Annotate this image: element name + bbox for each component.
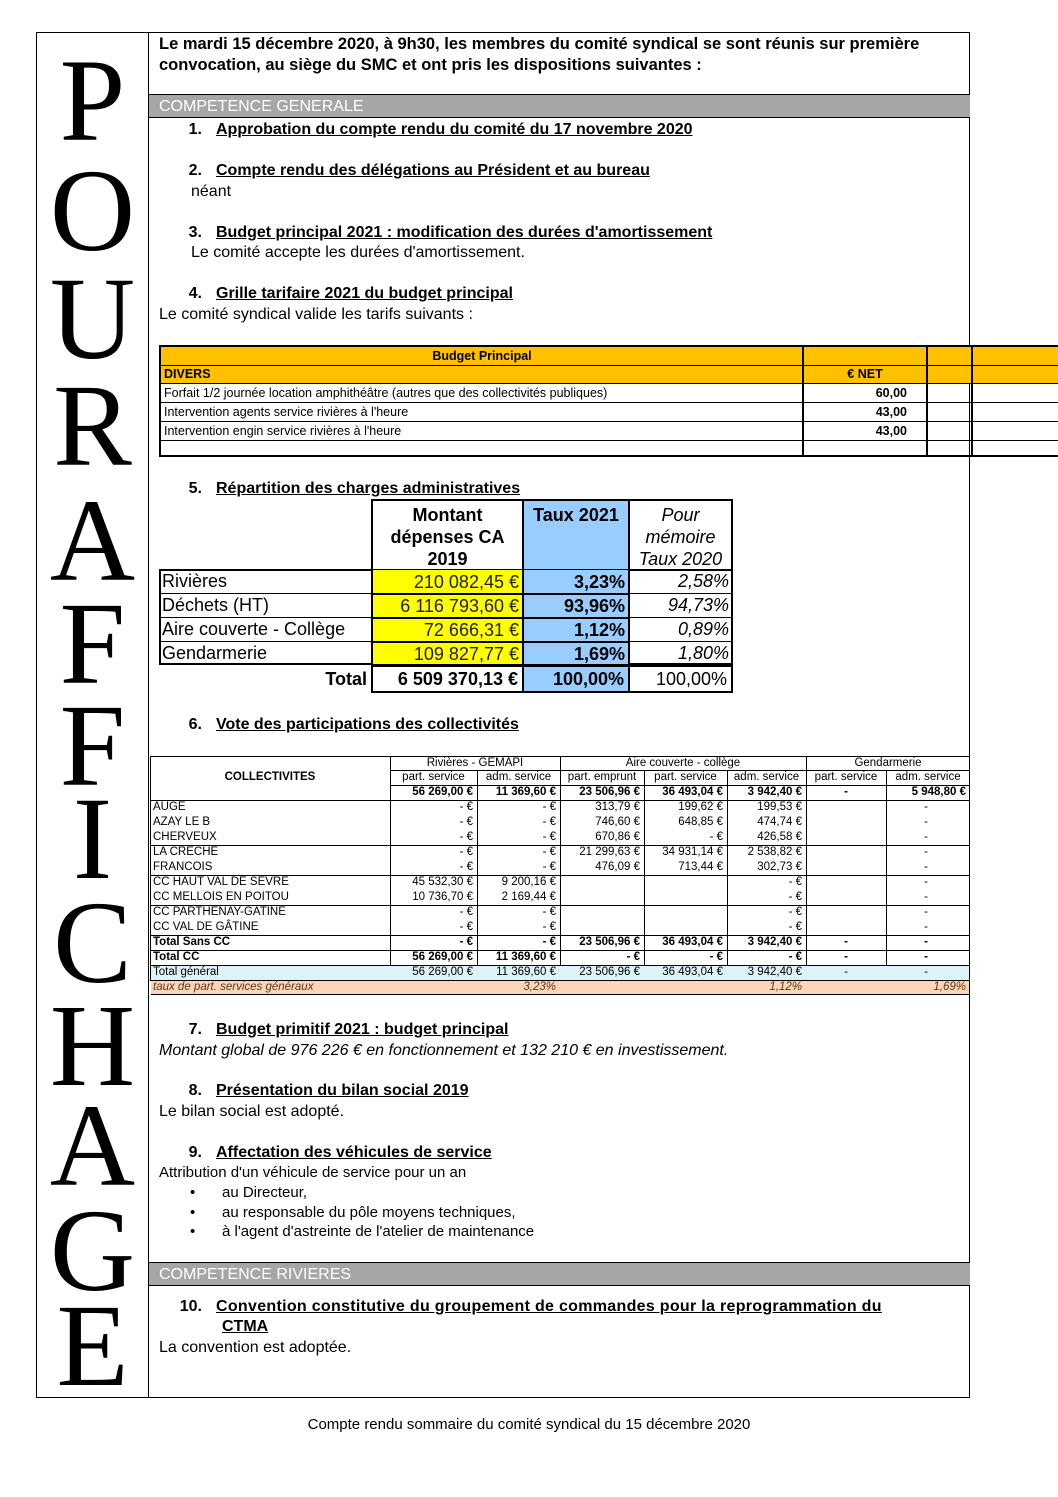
participation-value: - (844, 936, 848, 948)
participation-row (150, 845, 970, 860)
participation-value: 10 736,70 € (412, 891, 473, 903)
rep-row-montant: 6 116 793,60 € (371, 594, 524, 618)
collectivite-name: LA CRECHE (153, 846, 219, 858)
item-7-text: Montant global de 976 226 € en fonctionnement et 132 210 € en investissement. (159, 1042, 729, 1059)
collectivite-name: CC PARTHENAY-GATINE (153, 906, 286, 918)
participation-value: 474,74 € (757, 816, 802, 828)
subheader: part. service (814, 771, 878, 783)
participation-value: 11 369,60 € (496, 966, 556, 978)
rep-row-label: Aire couverte - Collège (159, 618, 373, 642)
participation-value: - € (709, 831, 723, 843)
vertical-letter: F (59, 578, 126, 709)
participation-row (150, 905, 970, 920)
rep-row-taux2020: 0,89% (628, 618, 733, 642)
item-10-heading-line2: CTMA (222, 1318, 269, 1335)
tarif-table (159, 345, 1058, 457)
participation-value: 199,53 € (757, 801, 802, 813)
participation-value: - (924, 891, 928, 903)
participation-value (806, 890, 886, 905)
totals-row: 56 269,00 € 11 369,60 € 23 506,96 € 36 493,04 € 3 942,40 € - 5 948,80 € (412, 786, 966, 798)
participation-value: - € (459, 861, 473, 873)
item-10-heading: 10. Convention constitutive du groupement de commandes pour la reprogrammation du (179, 1298, 882, 1315)
participation-value: 56 269,00 € (412, 966, 473, 978)
participation-row (150, 830, 970, 845)
tarif-row (161, 403, 1058, 422)
section-header-generale: COMPETENCE GENERALE (149, 94, 970, 118)
tarif-row-value: 60,00 (875, 386, 907, 400)
tarif-unit: € NET (847, 367, 883, 381)
participation-value: - € (459, 816, 473, 828)
participation-value (806, 815, 886, 830)
tarif-col-divider (971, 347, 973, 455)
item-4-heading: 4. Grille tarifaire 2021 du budget principal (188, 285, 513, 302)
participation-value (644, 875, 723, 890)
participation-value: - (844, 951, 848, 963)
rep-total-montant: 6 509 370,13 € (371, 665, 524, 693)
participation-value (806, 800, 886, 815)
participation-value: - (924, 906, 928, 918)
participation-value: - € (788, 951, 802, 963)
tarif-row-label: Intervention engin service rivières à l'heure (164, 424, 402, 438)
participation-value: - € (542, 831, 556, 843)
participation-value (806, 830, 886, 845)
participation-value: - € (709, 951, 723, 963)
participation-value: - € (542, 816, 556, 828)
collectivite-name: AUGE (153, 801, 186, 813)
participation-value (806, 845, 886, 860)
group-header-rivieres: Rivières - GEMAPI (426, 757, 524, 769)
participation-value: - € (788, 891, 802, 903)
section-header-rivieres: COMPETENCE RIVIERES (149, 1262, 970, 1286)
participation-value: - € (459, 846, 473, 858)
subheader: part. service (654, 771, 717, 783)
collectivite-name: Total général (153, 966, 219, 978)
rep-row-label: Gendarmerie (162, 643, 268, 663)
participation-value: - € (459, 831, 473, 843)
tarif-row-label: Forfait 1/2 journée location amphithéâtre (autres que des collectivités publiques) (164, 386, 608, 400)
participation-row (150, 860, 970, 875)
vertical-letter: E (56, 1280, 129, 1411)
participation-value: - € (626, 951, 640, 963)
tarif-header-row (161, 366, 1058, 384)
participation-value: - € (542, 801, 556, 813)
vertical-letter: A (49, 475, 136, 606)
group-header-aire: Aire couverte - collège (625, 757, 741, 769)
participation-value: 23 506,96 € (579, 966, 640, 978)
collectivite-name: CC HAUT VAL DE SEVRE (153, 876, 289, 888)
participation-value: - (924, 966, 928, 978)
participation-value (644, 920, 723, 935)
tarif-row (161, 422, 1058, 441)
tarif-col-divider (926, 347, 928, 455)
participation-row (150, 875, 970, 890)
participation-value: 11 369,60 € (495, 951, 556, 963)
participation-value: - € (788, 921, 802, 933)
rep-total-label: Total (325, 669, 367, 689)
item-8-heading: 8. Présentation du bilan social 2019 (188, 1082, 469, 1099)
collectivite-name: CC VAL DE GÂTINE (153, 921, 259, 933)
participation-value: - € (542, 861, 556, 873)
item-3-heading: 3. Budget principal 2021 : modification des durées d'amortissement (188, 224, 713, 241)
rep-row-label: Déchets (HT) (159, 594, 373, 618)
tarif-title-row (161, 347, 1058, 366)
vertical-letter: A (49, 1080, 136, 1211)
participation-value (806, 920, 886, 935)
participation-value (806, 860, 886, 875)
item-3-text: Le comité accepte les durées d'amortissement. (191, 244, 525, 261)
participation-value (806, 875, 886, 890)
participation-value: - € (542, 936, 556, 948)
participation-value: 2 538,82 € (747, 846, 802, 858)
rep-header-montant: Montant dépenses CA 2019 (371, 499, 524, 571)
participation-value: 23 506,96 € (579, 936, 640, 948)
item-6-heading: 6. Vote des participations des collectivités (188, 716, 519, 733)
rep-row-montant: 109 827,77 € (371, 642, 524, 665)
item-10-text: La convention est adoptée. (159, 1339, 352, 1356)
participation-value: 713,44 € (678, 861, 723, 873)
collectivites-header: COLLECTIVITES (224, 771, 316, 783)
rep-row-taux2021: 93,96% (522, 594, 630, 618)
rep-row-taux2021: 1,69% (522, 642, 630, 665)
participation-value: - € (788, 906, 802, 918)
participation-value (560, 905, 640, 920)
participation-row (150, 800, 970, 815)
subheader: adm. service (895, 771, 961, 783)
participation-value: 45 532,30 € (412, 876, 473, 888)
collectivite-name: Total Sans CC (153, 936, 231, 948)
vertical-letter: P (59, 35, 126, 166)
participation-value: 313,79 € (595, 801, 640, 813)
participation-value: - (924, 921, 928, 933)
participation-value: - € (459, 921, 473, 933)
participation-value: 3 942,40 € (747, 966, 802, 978)
participation-value (644, 890, 723, 905)
participation-row (150, 920, 970, 935)
collectivite-name: FRANCOIS (153, 861, 213, 873)
vertical-letter: O (49, 145, 136, 276)
subheader: adm. service (485, 771, 552, 783)
bullet-item: • au Directeur, (190, 1184, 308, 1201)
participation-value: - € (542, 921, 556, 933)
tarif-header-label: DIVERS (164, 367, 211, 381)
participation-value: - € (459, 936, 473, 948)
taux-row-label: taux de part. services généraux (153, 981, 314, 993)
item-5-heading: 5. Répartition des charges administratives (188, 480, 521, 497)
item-2-heading: 2. Compte rendu des délégations au Président et au bureau (188, 162, 650, 179)
participation-value: 199,62 € (678, 801, 723, 813)
participation-value: 426,58 € (757, 831, 802, 843)
item-1-heading: 1. Approbation du compte rendu du comité du 17 novembre 2020 (188, 121, 693, 138)
rep-row-taux2021: 1,12% (522, 618, 630, 642)
bullet-item: • à l'agent d'astreinte de l'atelier de maintenance (190, 1223, 535, 1240)
participation-row (150, 935, 970, 950)
rep-header-taux2021: Taux 2021 (522, 499, 630, 571)
item-7-heading: 7. Budget primitif 2021 : budget principal (188, 1021, 509, 1038)
tarif-row (161, 384, 1058, 403)
tarif-row-label: Intervention agents service rivières à l'heure (164, 405, 409, 419)
vertical-letter: G (49, 1185, 136, 1316)
subheader: part. service (402, 771, 465, 783)
collectivite-name: AZAY LE B (153, 816, 211, 828)
item-9-text: Attribution d'un véhicule de service pour un an (159, 1164, 467, 1181)
page-footer: Compte rendu sommaire du comité syndical du 15 décembre 2020 (307, 1416, 751, 1433)
tarif-title: Budget Principal (432, 349, 532, 363)
item-9-heading: 9. Affectation des véhicules de service (188, 1144, 492, 1161)
participation-value: - € (542, 846, 556, 858)
participation-value: 36 493,04 € (662, 936, 723, 948)
participation-value: - € (459, 906, 473, 918)
participation-value (560, 920, 640, 935)
collectivite-name: CC MELLOIS EN POITOU (153, 891, 289, 903)
vertical-letter: H (49, 980, 136, 1111)
participation-value: - (924, 831, 928, 843)
group-header-gendarmerie: Gendarmerie (854, 757, 922, 769)
participation-value (560, 875, 640, 890)
rep-total-taux2020: 100,00% (628, 665, 733, 693)
vertical-letter: F (59, 680, 126, 811)
participation-value (806, 905, 886, 920)
tarif-row-value: 43,00 (875, 405, 907, 419)
participation-value: 3 942,40 € (747, 936, 802, 948)
vertical-letter: C (53, 877, 132, 1008)
rep-header-taux2020: Pour mémoire Taux 2020 (628, 499, 733, 571)
participation-value: 34 931,14 € (662, 846, 723, 858)
participation-value: - (924, 951, 928, 963)
participation-value: - (924, 816, 928, 828)
participation-value: - (924, 801, 928, 813)
participation-value: 746,60 € (595, 816, 640, 828)
participation-value: 9 200,16 € (501, 876, 556, 888)
subheader: part. emprunt (567, 771, 637, 783)
vertical-letter: R (53, 360, 132, 491)
participation-row (150, 815, 970, 830)
participation-row (150, 950, 970, 965)
participation-row (150, 890, 970, 905)
rep-row-montant: 72 666,31 € (371, 618, 524, 642)
vertical-letter: U (49, 253, 136, 384)
collectivite-name: CHERVEUX (153, 831, 217, 843)
participation-value: 36 493,04 € (662, 966, 723, 978)
participation-value: - (844, 966, 848, 978)
participation-value: 302,73 € (757, 861, 802, 873)
participation-value: - (924, 876, 928, 888)
rep-row-label: Rivières (159, 569, 373, 594)
item-8-text: Le bilan social est adopté. (159, 1103, 345, 1120)
repartition-table (159, 499, 733, 694)
participation-value: 21 299,63 € (579, 846, 640, 858)
rep-row-montant: 210 082,45 € (371, 569, 524, 594)
spacer (969, 994, 970, 1004)
rep-row-taux2021: 3,23% (522, 569, 630, 594)
participation-value: 670,86 € (595, 831, 640, 843)
participation-value: - (924, 861, 928, 873)
rep-total-taux2021: 100,00% (522, 665, 630, 693)
tarif-col-divider (802, 347, 804, 455)
taux-row: taux de part. services généraux 3,23% 1,12% 1,69% (153, 981, 966, 993)
participation-value (644, 905, 723, 920)
participation-value (560, 890, 640, 905)
participation-value: 2 169,44 € (501, 891, 556, 903)
participation-value: - (924, 936, 928, 948)
participation-value: 56 269,00 € (412, 951, 473, 963)
rep-row-taux2020: 2,58% (628, 569, 733, 594)
item-2-text: néant (191, 183, 232, 200)
participation-value: - (924, 846, 928, 858)
collectivite-name: Total CC (153, 951, 200, 963)
subheader: adm. service (733, 771, 800, 783)
participation-row (150, 965, 970, 980)
rep-row-taux2020: 1,80% (628, 642, 733, 665)
participation-value: - € (788, 876, 802, 888)
intro-text: Le mardi 15 décembre 2020, à 9h30, les membres du comité syndical se sont réunis sur première convocation, au siège du SMC et ont pris les dispositions suivantes : (159, 35, 920, 74)
participation-value: - € (459, 801, 473, 813)
participation-value: 476,09 € (595, 861, 640, 873)
bullet-item: • au responsable du pôle moyens techniques, (190, 1204, 516, 1221)
item-4-text: Le comité syndical valide les tarifs suivants : (159, 306, 473, 323)
tarif-row-value: 43,00 (875, 424, 907, 438)
participation-value: 648,85 € (678, 816, 723, 828)
participation-value: - € (542, 906, 556, 918)
rep-row-taux2020: 94,73% (628, 594, 733, 618)
vertical-letter: I (72, 773, 113, 904)
